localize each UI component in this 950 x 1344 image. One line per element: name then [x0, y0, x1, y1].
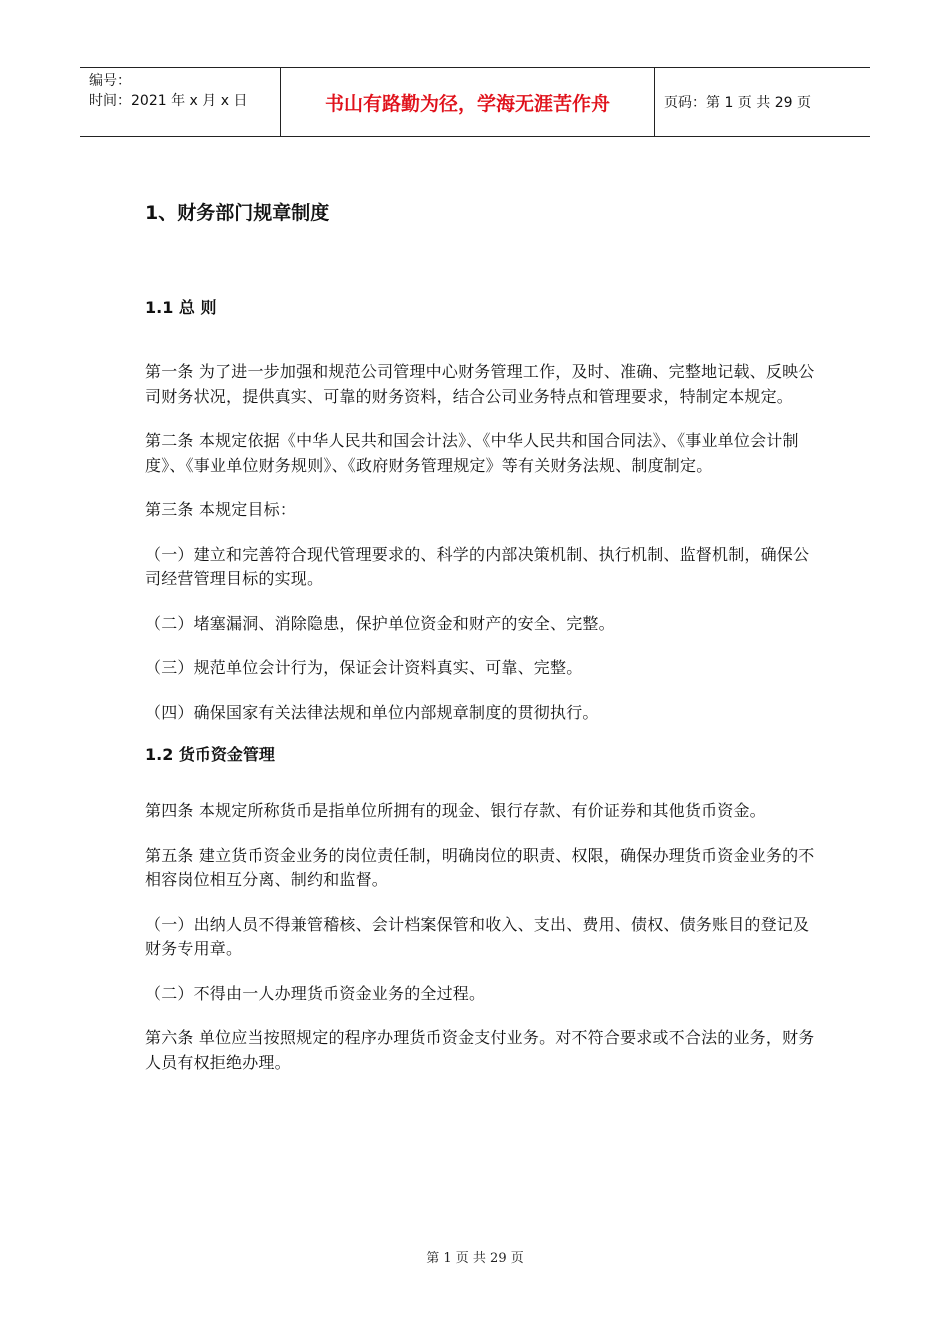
header-info-cell [80, 68, 281, 136]
paragraph: 第一条 为了进一步加强和规范公司管理中心财务管理工作，及时、准确、完整地记载、反映公司财务状况，提供真实、可靠的财务资料，结合公司业务特点和管理要求，特制定本规定。 [145, 362, 815, 406]
paragraph: 第五条 建立货币资金业务的岗位责任制，明确岗位的职责、权限，确保办理货币资金业务的不相容岗位相互分离、制约和监督。 [145, 845, 815, 889]
paragraph: （一）建立和完善符合现代管理要求的、科学的内部决策机制、执行机制、监督机制，确保公司经营管理目标的实现。 [145, 544, 810, 588]
paragraph: （三）规范单位会计行为，保证会计资料真实、可靠、完整。 [145, 658, 583, 677]
page-header [80, 67, 870, 137]
paragraph: （二）堵塞漏洞、消除隐患，保护单位资金和财产的安全、完整。 [145, 613, 615, 633]
paragraph: （一）出纳人员不得兼管稽核、会计档案保管和收入、支出、费用、债权、债务账目的登记及财务专用章。 [145, 914, 810, 958]
number-label: 编号： [89, 73, 131, 89]
section-heading-general: 1.1 总 则 [145, 298, 217, 317]
time-label: 时间：2021 年 x 月 x 日 [89, 93, 248, 109]
page-indicator: 页码：第 1 页 共 29 页 [664, 95, 811, 111]
page-footer: 第 1 页 共 29 页 [426, 1251, 524, 1266]
motto: 书山有路勤为径，学海无涯苦作舟 [281, 68, 655, 136]
paragraph: 第六条 单位应当按照规定的程序办理货币资金支付业务。对不符合要求或不合法的业务，财务人员有权拒绝办理。 [145, 1028, 815, 1072]
section-heading-cash: 1.2 货币资金管理 [145, 745, 275, 764]
paragraph: 第二条 本规定依据《中华人民共和国会计法》、《中华人民共和国合同法》、《事业单位会计制度》、《事业单位财务规则》、《政府财务管理规定》等有关财务法规、制度制定。 [145, 431, 799, 475]
paragraph: 第三条 本规定目标： [145, 500, 297, 519]
document-title: 1、财务部门规章制度 [145, 202, 330, 224]
document-body [145, 198, 815, 1075]
paragraph: （二）不得由一人办理货币资金业务的全过程。 [145, 983, 486, 1003]
paragraph: （四）确保国家有关法律法规和单位内部规章制度的贯彻执行。 [145, 702, 599, 722]
paragraph: 第四条 本规定所称货币是指单位所拥有的现金、银行存款、有价证券和其他货币资金。 [145, 801, 766, 820]
